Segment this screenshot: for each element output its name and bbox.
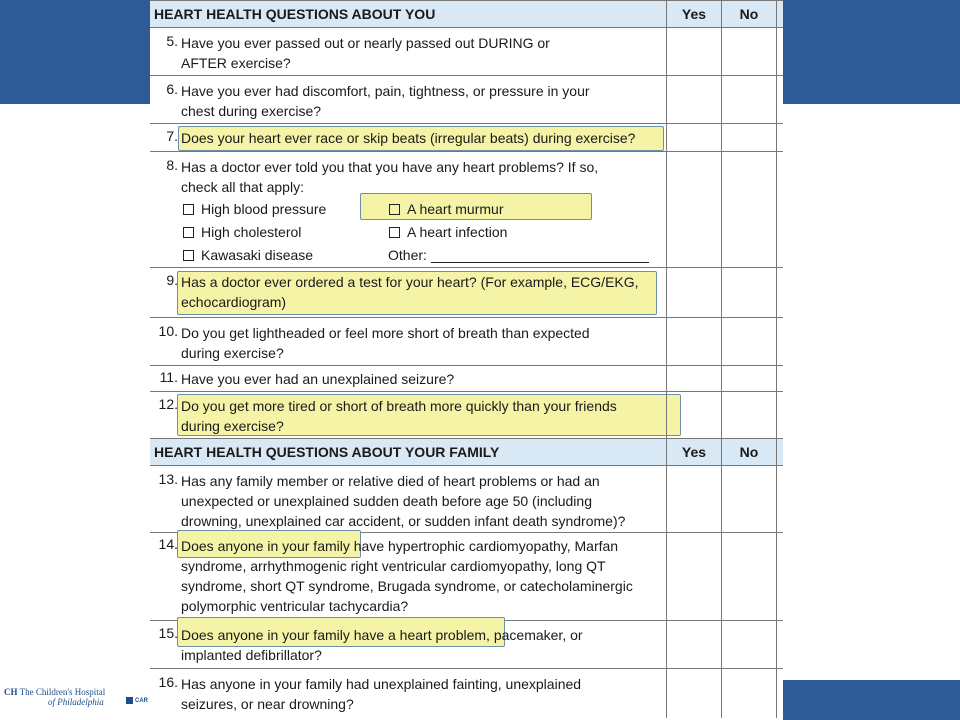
- checkbox-kawasaki-disease[interactable]: [183, 245, 313, 265]
- question-text: [181, 369, 666, 389]
- question-line: Has anyone in your family had unexplained fainting, unexplained: [181, 676, 582, 692]
- checkbox-label: A heart murmur: [407, 201, 504, 217]
- question-line: implanted defibrillator?: [181, 647, 322, 663]
- section-header-family: [150, 438, 783, 465]
- question-row-15: [150, 620, 783, 668]
- checkbox-heart-infection[interactable]: [389, 222, 507, 242]
- yes-answer-cell[interactable]: [666, 318, 721, 365]
- question-line: drowning, unexplained car accident, or sudden infant death syndrome)?: [181, 513, 626, 529]
- question-line: unexpected or unexplained sudden death before age 50 (including: [181, 493, 592, 509]
- no-answer-cell[interactable]: [721, 366, 777, 391]
- other-field: [388, 245, 649, 265]
- question-line: Has any family member or relative died of heart problems or had an: [181, 473, 600, 489]
- yes-answer-cell[interactable]: [666, 669, 721, 718]
- questionnaire-form: [150, 0, 783, 720]
- section-title-you: HEART HEALTH QUESTIONS ABOUT YOU: [154, 6, 436, 22]
- yes-answer-cell[interactable]: [666, 621, 721, 668]
- question-text: [181, 323, 666, 363]
- question-row-11: [150, 365, 783, 391]
- question-line: Have you ever passed out or nearly passed out DURING or: [181, 35, 550, 51]
- question-line: Does anyone in your family have a heart problem, pacemaker, or: [181, 627, 583, 643]
- checkbox-high-blood-pressure[interactable]: [183, 199, 326, 219]
- no-column-header: No: [721, 1, 777, 27]
- checkbox-label: Kawasaki disease: [201, 247, 314, 263]
- question-line: Does anyone in your family have hypertrophic cardiomyopathy, Marfan: [181, 538, 619, 554]
- logo-mark: CH: [4, 687, 18, 697]
- question-row-16: [150, 668, 783, 718]
- question-text: [181, 81, 666, 121]
- logo-sub: of Philadelphia: [48, 697, 104, 707]
- no-answer-cell[interactable]: [721, 124, 777, 151]
- question-line: Have you ever had an unexplained seizure?: [181, 371, 455, 387]
- yes-answer-cell[interactable]: [666, 152, 721, 267]
- no-answer-cell[interactable]: [721, 621, 777, 668]
- other-label: Other:: [388, 247, 427, 263]
- question-line: syndrome, arrhythmogenic right ventricular cardiomyopathy, long QT: [181, 558, 606, 574]
- other-input-line[interactable]: [431, 248, 649, 263]
- no-answer-cell[interactable]: [721, 28, 777, 75]
- no-answer-cell[interactable]: [721, 76, 777, 123]
- checkbox-label: A heart infection: [407, 224, 508, 240]
- question-number: 5.: [166, 33, 178, 49]
- question-line: during exercise?: [181, 345, 284, 361]
- checkbox-high-cholesterol[interactable]: [183, 222, 301, 242]
- question-text: [181, 396, 666, 436]
- question-number: 12.: [158, 396, 178, 412]
- question-row-12: [150, 391, 783, 438]
- question-text: [181, 272, 666, 312]
- question-text: [181, 157, 666, 197]
- question-line: during exercise?: [181, 418, 284, 434]
- question-number: 10.: [158, 323, 178, 339]
- yes-answer-cell[interactable]: [666, 392, 721, 438]
- no-answer-cell[interactable]: [721, 152, 777, 267]
- question-row-5: [150, 27, 783, 75]
- checkbox-label: High blood pressure: [201, 201, 327, 217]
- question-line: AFTER exercise?: [181, 55, 291, 71]
- question-line: Do you get lightheaded or feel more short of breath than expected: [181, 325, 590, 341]
- question-line: Have you ever had discomfort, pain, tightness, or pressure in your: [181, 83, 590, 99]
- question-line: polymorphic ventricular tachycardia?: [181, 598, 409, 614]
- question-row-9: [150, 267, 783, 317]
- yes-answer-cell[interactable]: [666, 28, 721, 75]
- question-line: Has a doctor ever told you that you have any heart problems? If so,: [181, 159, 599, 175]
- question-line: syndrome, short QT syndrome, Brugada syndrome, or catecholaminergic: [181, 578, 633, 594]
- question-line: Has a doctor ever ordered a test for your heart? (For example, ECG/EKG,: [181, 274, 639, 290]
- question-number: 11.: [159, 369, 178, 385]
- question-number: 16.: [158, 674, 178, 690]
- secondary-logo-text: CAR: [135, 698, 148, 705]
- yes-column-header: Yes: [666, 1, 721, 27]
- chop-logo: [4, 687, 105, 707]
- logo-name: The Children's Hospital: [19, 687, 106, 697]
- checkbox-icon[interactable]: [389, 204, 400, 215]
- question-number: 13.: [158, 471, 178, 487]
- no-answer-cell[interactable]: [721, 268, 777, 317]
- checkbox-label: High cholesterol: [201, 224, 302, 240]
- section-header-you: [150, 0, 783, 27]
- question-number: 7.: [166, 128, 178, 144]
- question-line: Does your heart ever race or skip beats (irregular beats) during exercise?: [181, 130, 636, 146]
- no-answer-cell[interactable]: [721, 392, 777, 438]
- yes-answer-cell[interactable]: [666, 268, 721, 317]
- checkbox-icon[interactable]: [183, 227, 194, 238]
- secondary-logo: [126, 697, 148, 704]
- question-text: [181, 33, 666, 73]
- question-row-10: [150, 317, 783, 365]
- yes-answer-cell[interactable]: [666, 124, 721, 151]
- yes-answer-cell[interactable]: [666, 533, 721, 620]
- checkbox-icon[interactable]: [183, 250, 194, 261]
- no-answer-cell[interactable]: [721, 466, 777, 532]
- question-text: [181, 128, 666, 148]
- question-number: 15.: [158, 625, 178, 641]
- question-number: 8.: [166, 157, 178, 173]
- logo-square-icon: [126, 697, 133, 704]
- question-row-7: [150, 123, 783, 151]
- checkbox-icon[interactable]: [183, 204, 194, 215]
- no-answer-cell[interactable]: [721, 669, 777, 718]
- question-row-14: [150, 532, 783, 620]
- question-line: check all that apply:: [181, 179, 304, 195]
- question-line: echocardiogram): [181, 294, 287, 310]
- question-text: [181, 536, 666, 616]
- checkbox-icon[interactable]: [389, 227, 400, 238]
- yes-answer-cell[interactable]: [666, 76, 721, 123]
- question-number: 6.: [166, 81, 178, 97]
- checkbox-heart-murmur[interactable]: [389, 199, 503, 219]
- section-title-family: HEART HEALTH QUESTIONS ABOUT YOUR FAMILY: [154, 444, 500, 460]
- question-number: 9.: [166, 272, 178, 288]
- no-answer-cell[interactable]: [721, 533, 777, 620]
- question-line: Do you get more tired or short of breath more quickly than your friends: [181, 398, 617, 414]
- questionnaire-table: [150, 0, 783, 718]
- yes-answer-cell[interactable]: [666, 466, 721, 532]
- question-row-13: [150, 465, 783, 532]
- yes-answer-cell[interactable]: [666, 366, 721, 391]
- question-line: chest during exercise?: [181, 103, 322, 119]
- question-text: [181, 471, 666, 531]
- no-column-header: No: [721, 439, 777, 465]
- question-row-6: [150, 75, 783, 123]
- question-text: [181, 674, 666, 714]
- question-line: seizures, or near drowning?: [181, 696, 354, 712]
- question-text: [181, 625, 666, 665]
- question-row-8: [150, 151, 783, 267]
- question-number: 14.: [158, 536, 178, 552]
- no-answer-cell[interactable]: [721, 318, 777, 365]
- yes-column-header: Yes: [666, 439, 721, 465]
